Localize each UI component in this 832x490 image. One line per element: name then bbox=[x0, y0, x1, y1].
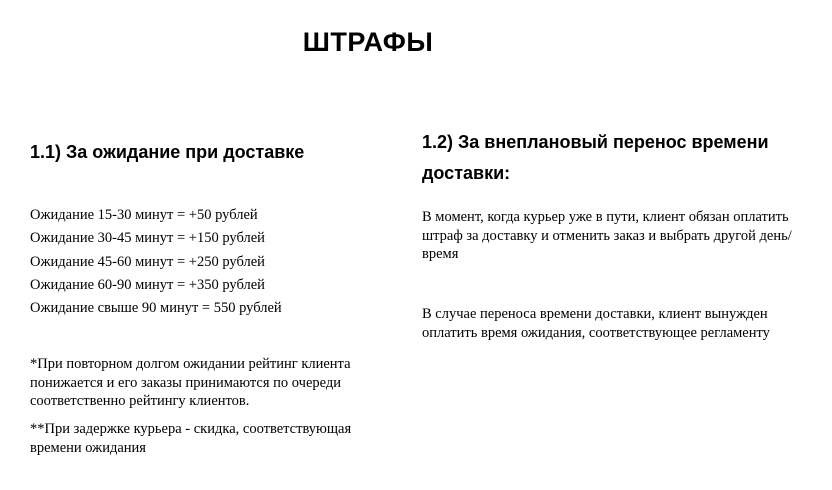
rating-footnote: *При повторном долгом ожидании рейтинг клиента понижается и его заказы принимаются по очереди соответственно рейтингу клиентов. bbox=[30, 356, 351, 409]
courier-delay-footnote: **При задержке курьера - скидка, соответствующая времени ожидания bbox=[30, 421, 352, 456]
waiting-rate-item: Ожидание 30-45 минут = +150 рублей bbox=[30, 230, 265, 247]
waiting-rates-list bbox=[30, 204, 282, 320]
waiting-rate-item: Ожидание 45-60 минут = +250 рублей bbox=[30, 253, 265, 270]
waiting-rate-item: Ожидание 60-90 минут = +350 рублей bbox=[30, 276, 265, 293]
reschedule-penalties-heading: 1.2) За внеплановый перенос времени доставки: bbox=[422, 132, 769, 183]
waiting-rate-item: Ожидание свыше 90 минут = 550 рублей bbox=[30, 300, 282, 317]
cancel-in-transit-paragraph: В момент, когда курьер уже в пути, клиент обязан оплатить штраф за доставку и отменить заказ и выбрать другой день/время bbox=[422, 209, 792, 262]
waiting-penalties-heading: 1.1) За ожидание при доставке bbox=[30, 142, 305, 162]
waiting-rate-item: Ожидание 15-30 минут = +50 рублей bbox=[30, 207, 258, 223]
reschedule-paragraph: В случае переноса времени доставки, клиент вынужден оплатить время ожидания, соответствующее регламенту bbox=[422, 306, 770, 341]
page-title: ШТРАФЫ bbox=[302, 27, 434, 57]
